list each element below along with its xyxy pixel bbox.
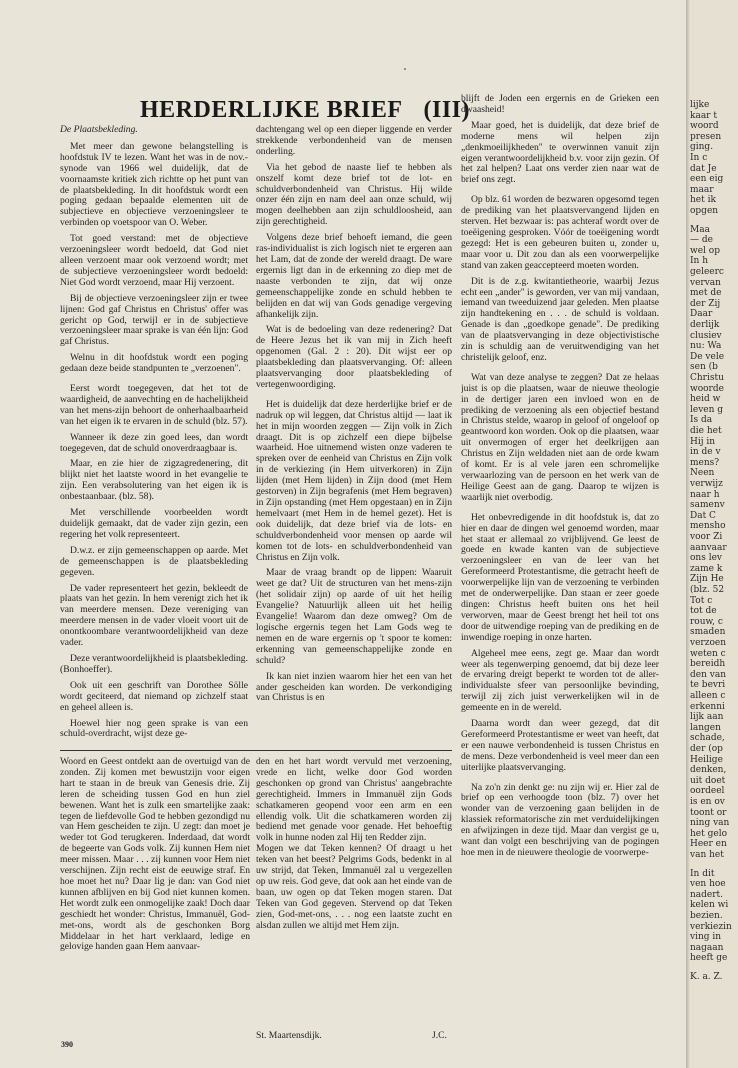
paragraph: Hoewel hier nog geen sprake is van een schuld-overdracht, wijst deze ge-	[60, 717, 248, 740]
facing-page-line: Dat C	[690, 510, 716, 521]
facing-page-line: kelen wi	[690, 900, 729, 911]
facing-page-line: — de	[690, 235, 713, 246]
facing-page-line: nadert.	[690, 889, 724, 900]
facing-page-line: (blz. 52	[690, 585, 725, 595]
facing-page-line: woord	[690, 121, 719, 132]
facing-page-line: Tot c	[690, 595, 713, 606]
paragraph: Tot goed verstand: met de objectieve verzoeningsleer wordt bedoeld, dat God niet alleen verzoent maar ook verzoend wordt; met de subjectieve verzoeningsleer wordt bedoeld: Niet God wordt verzoend, maar Hij verzoent.	[60, 233, 248, 288]
paragraph: Daarna wordt dan weer gezegd, dat dit Gereformeerd Protestantisme er weet van heeft, dat er een nauwe verbondenheid is tussen Christus en de mens. Deze verbondenheid is veel meer dan een uiterlijke plaatsvervanging.	[461, 718, 659, 773]
paragraph: Maar de vraag brandt op de lippen: Waaruit weet ge dat? Uit de structuren van het mens-zijn (het solidair zijn) op aarde of uit het heilig Evangelie? Natuurlijk alleen uit het heilig Evangelie! Waarom dan deze omweg? Om de logische ergernis tegen het Lam Gods weg te nemen en de ware ergernis op 't spoor te komen: erkenning van gemeenschappelijke zonde en schuld?	[256, 567, 452, 666]
facing-page-line: K. a. Z.	[690, 972, 723, 982]
facing-page-line: heid w	[690, 394, 721, 405]
facing-page-line: uit doet	[690, 775, 726, 786]
section-divider	[60, 750, 452, 751]
facing-page-line: opgen	[690, 206, 719, 216]
facing-page-line: bezien.	[690, 911, 723, 921]
page-number: 390	[61, 1040, 73, 1049]
paragraph: dachtengang wel op een dieper liggende en verder strekkende verbondenheid van de mensen onderling.	[256, 125, 452, 157]
facing-page-line: ons lev	[690, 553, 722, 564]
meditation-column-2	[256, 757, 452, 1027]
facing-page-line: is en ov	[690, 797, 725, 807]
facing-page-line: mens?	[690, 457, 720, 468]
facing-page-line: In dit	[690, 868, 715, 879]
paragraph: Wat is de bedoeling van deze redenering? Dat de Heere Jezus het ik van mij in Zich heeft opgenomen (Gal. 2 : 20). Dit wijst eer op plaatsbekleding dan plaatsvervanging. Of: alleen plaatsvervanging door plaatsbekleding of vertegenwoordiging.	[256, 324, 452, 390]
facing-page-line: ning van	[690, 818, 730, 829]
paragraph: Wanneer ik deze zin goed lees, dan wordt toegegeven, dat de schuld onoverdraagbaar is.	[60, 431, 248, 454]
facing-page-line: nu: Wa	[690, 341, 722, 352]
facing-page-line: verzoen	[690, 638, 726, 648]
column-2	[256, 125, 452, 750]
facing-page-line: Is da	[690, 415, 713, 426]
facing-page-line: clusiev	[690, 330, 722, 341]
facing-page-edge	[686, 0, 738, 1068]
facing-page-line: verwijz	[690, 479, 723, 489]
facing-page-line: mensho	[690, 521, 726, 532]
facing-page-line: verkiezin	[690, 921, 732, 932]
paragraph: blijft de Joden een ergernis en de Grieken een dwaasheid!	[461, 94, 659, 115]
facing-page-line: der (op	[690, 744, 723, 754]
facing-page-line: dat Je	[690, 163, 717, 174]
paragraph: Wat van deze analyse te zeggen? Dat ze helaas juist is op die plaatsen, waar de nieuwe theologie in de dertiger jaren een invloed won en de prediking de verzoening als een objectief bestand in Christus stelde, waarop in geloof of ongeloof op geantwoord kon worden. Ook op die plaatsen, waar uit onvermogen of erger het deelkrijgen aan Christus en Zijn weldaden niet aan de orde kwam of komt. Er is al vele jaren een schromelijke verwaarlozing van de persoon en het werk van de Heilige Geest aan de gang. Daarop te wijzen is waarlijk niet overbodig.	[461, 371, 659, 503]
facing-page-line: toont or	[690, 807, 727, 818]
facing-page-line: maar	[690, 184, 714, 195]
facing-page-line: wel op	[690, 245, 720, 256]
facing-page-line: het gelo	[690, 828, 727, 839]
paragraph: Welnu in dit hoofdstuk wordt een poging gedaan deze beide standpunten te „verzoenen".	[60, 352, 248, 375]
facing-page-line: lijk aan	[690, 712, 724, 723]
facing-page-line: leven g	[690, 404, 724, 415]
paragraph: Het onbevredigende in dit hoofdstuk is, dat zo hier en daar de dingen wel genoemd worden, maar het staat er allemaal zo vrijblijvend. Ge leest de goede en kwade kanten van de subjectieve verzoeningsleer en van de leer van het Gereformeerd Protestantisme, die getracht heeft de voorwerpelijke lijn van de verzoening te verbinden met de onderwerpelijke. Dan staan er zeer goede dingen: Christus heeft buiten ons het heil verworven, maar de Geest brengt het heil tot ons door de uitwendige roeping van de prediking en de inwendige roeping in onze harten.	[461, 511, 659, 643]
facing-page-line: Daar	[690, 309, 713, 320]
facing-page-line: Zijn He	[690, 574, 724, 585]
facing-page-line: sen (b	[690, 362, 718, 373]
facing-page-line: met de	[690, 288, 722, 299]
facing-page-line: Neen	[690, 468, 715, 479]
meditation-column-1	[60, 757, 250, 1027]
facing-page-line: het ik	[690, 195, 716, 206]
paragraph: Woord en Geest ontdekt aan de overtuigd van de zonden. Zij komen met bewustzijn voor eigen hart te staan in de breuk van Genesis drie. Zij leren de scheiding tussen God en hun ziel bewenen. Want het is zulk een smartelijke zaak: tegen de liefdevolle God te hebben gezondigd nu van Hem gescheiden te zijn. U zegt: dan moet je weder tot God terugkeren. Inderdaad, dat wordt de begeerte van Gods volk. Zij kunnen Hem niet meer missen. Maar . . . zij kunnen voor Hem niet verschijnen. Zijn recht eist de eeuwige straf. En hoe moet het nu? Daar lig je dan: van God niet kunnen afblijven en bij God niet kunnen komen. Het wordt zulk een onmogelijke zaak! Doch daar geschiedt het wonder: Christus, Immanuël, God-met-ons, wordt als de geschonken Borg Middelaar in het hart verklaard, ledige en gelovige handen gaan Hem aanvaar-	[60, 757, 250, 953]
facing-page-line: langen	[690, 722, 721, 733]
facing-page-line: denken,	[690, 765, 727, 776]
facing-page-line: samenv	[690, 500, 725, 511]
signature-initials: J.C.	[432, 1030, 447, 1041]
facing-page-line: De vele	[690, 351, 725, 362]
facing-page-line: die het	[690, 426, 722, 436]
facing-page-line: ving in	[690, 932, 722, 943]
facing-page-line: weten c	[690, 648, 726, 659]
facing-page-line: aanvaar	[690, 542, 727, 553]
facing-page-line: alleen c	[690, 691, 726, 701]
paragraph: Dit is de z.g. kwitantietheorie, waarbij Jezus echt een „ander" is geworden, ver van mij vandaan, iemand van tweeduizend jaar geleden. Men plaatse zijn handtekening en . . . de schuld is voldaan. Genade is dan „goedkope genade". De prediking van de plaatsvervanging in deze objectivistische zin is schuldig aan de veruitwendiging van het christelijk geloof, enz.	[461, 275, 659, 363]
facing-page-line: ven hoe	[690, 879, 726, 890]
paragraph: Met meer dan gewone belangstelling is hoofdstuk IV te lezen. Want het was in de nov.-synode van 1966 wel duidelijk, dat de voornaamste kritiek zich richtte op het punt van de plaatsbekleding. In dit hoofdstuk wordt een poging gedaan bepaalde elementen uit de subjectieve en objectieve verzoeningsleer te verbinden op voetspoor van O. Weber.	[60, 140, 248, 229]
facing-page-line: vervan	[690, 277, 721, 288]
facing-page-line: een eig	[690, 174, 724, 185]
column-1	[60, 125, 248, 750]
paragraph: Ik kan niet inzien waarom hier het een van het ander gescheiden kan worden. De verkondiging van Christus is en	[256, 670, 452, 704]
column-3	[461, 94, 659, 1054]
paragraph: De vader representeert het gezin, bekleedt de plaats van het gezin. In hem verenigt zich het ik van meerdere mensen. Deze vereniging van meerdere mensen in de vader vloeit voort uit de onontkoombare verantwoordelijkheid van deze vader.	[60, 582, 248, 649]
facing-page-line: bereidh	[690, 659, 726, 670]
article-chapter-number: (III)	[423, 97, 470, 123]
facing-page-line: Hij in	[690, 436, 716, 447]
facing-page-line: nagaan	[690, 942, 724, 953]
facing-page-line: presen	[690, 131, 722, 142]
paragraph: Het is duidelijk dat deze herderlijke brief er de nadruk op wil leggen, dat Christus altijd — laat ik het in mijn woorden zeggen — Zijn volk in Zich draagt. Dit is op zichzelf een diepe bijbelse waarheid. Hoe uitnemend wisten onze vaderen te spreken over de eenheid van Christus en Zijn volk in de verkiezing (in Hem uitverkoren) in Zijn lijden (met Hem lijden) in Zijn dood (met Hem gestorven) in Zijn begrafenis (met Hem begraven) in Zijn opstanding (met Hem opgestaan) en in Zijn hemelvaart (met Hem in de hemel gezet). Het is ook duidelijk, dat deze brief via de lots- en schuldverbondenheid voor mensen op aarde wil komen tot de lots- en schuldverbondenheid van Christus en Zijn volk.	[256, 398, 452, 563]
signature-place: St. Maartensdijk.	[256, 1030, 322, 1041]
facing-page-line: In c	[690, 153, 708, 163]
article-title-main: HERDERLIJKE BRIEF	[140, 97, 403, 123]
paragraph: Bij de objectieve verzoeningsleer zijn er twee lijnen: God gaf Christus en Christus' offer was gericht op God, terwijl er in de subjectieve verzoeningsleer maar sprake is van één lijn: God gaf Christus.	[60, 292, 248, 348]
paragraph: Via het gebod de naaste lief te hebben als onszelf komt deze brief tot de lot- en schuldverbondenheid van Christus. Hij wilde onzer één zijn en nam deel aan onze schuld, wij mogen deelhebben aan zijn schuldloosheid, aan zijn gerechtigheid.	[256, 161, 452, 228]
facing-page-line: te bevri	[690, 680, 726, 691]
facing-page-line: geleerc	[690, 267, 724, 277]
facing-page-line: heeft ge	[690, 953, 728, 964]
paragraph: D.w.z. er zijn gemeenschappen op aarde. Met de gemeenschappen is de plaatsbekleding gegeven.	[60, 544, 248, 578]
facing-page-line: voor Zi	[690, 532, 723, 542]
paragraph: Maar, en zie hier de zigzagredenering, dit blijkt niet het laatste woord in het evangelie te zijn. Een verabsolutering van het eigen ik is onbestaanbaar. (blz. 58).	[60, 458, 248, 503]
paragraph: Volgens deze brief behoeft iemand, die geen ras-individualist is zich logisch niet te ergeren aan het Lam, dat de zonde der wereld draagt. De ware ergernis ligt dan in de erkenning zo diep met de naaste verbonden te zijn, dat wij onze gemeenschappelijke zonde en schuld hebben te belijden en dat wij van Gods genadige vergeving afhankelijk zijn.	[256, 232, 452, 320]
paragraph: Met verschillende voorbeelden wordt duidelijk gemaakt, dat de vader zijn gezin, een regering het volk representeert.	[60, 507, 248, 540]
facing-page-line: in de v	[690, 447, 721, 458]
facing-page-line: rouw, c	[690, 616, 723, 627]
paragraph: Algeheel mee eens, zegt ge. Maar dan wordt weer als tegenwerping genoemd, dat bij deze leer de ervaring dreigt beperkt te worden tot de aller-individualste sfeer van persoonlijke bevinding, terwijl zij zich juist verwerkelijken wil in de gemeente en in de wereld.	[461, 647, 659, 714]
facing-page-line: Christu	[690, 373, 724, 383]
facing-page-line: der Zij	[690, 298, 721, 309]
facing-page-line: oordeel	[690, 786, 725, 797]
facing-page-line: naar h	[690, 489, 720, 500]
facing-page-line: den van	[690, 669, 726, 680]
paragraph: Op blz. 61 worden de bezwaren opgesomd tegen de prediking van het plaatsvervangend lijden en sterven. Het bezwaar is: pas achteraf wordt over de toeëigening gesproken. Vóór de toeëigening wordt gezegd: Het is een gebeuren buiten u, zonder u, maar voor u. Dit zou dan als een voorwerpelijke stand van zaken geaccepteerd moeten worden.	[461, 194, 659, 271]
page-gutter	[686, 0, 690, 1068]
print-speck	[404, 68, 406, 70]
facing-page-line: In h	[690, 256, 709, 267]
paragraph: Na zo'n zin denkt ge: nu zijn wij er. Hier zal de brief op een verhoogde toon (blz. 7) over het wonder van de verzoening gaan belijden in de klassiek reformatorische zin met verduidelijkingen en afwijzingen in deze tijd. Maar dan vergist ge u, want dan volgt een beschrijving van de pogingen hoe men in de nieuwere theologie de voorwerpe-	[461, 781, 659, 858]
facing-page-line: schade,	[690, 733, 725, 744]
facing-page-line: zame k	[690, 563, 723, 574]
facing-page-line: ging.	[690, 142, 714, 153]
facing-page-line: Heer en	[690, 839, 727, 850]
facing-page-line: smaden	[690, 627, 726, 638]
paragraph: Deze verantwoordelijkheid is plaatsbekleding. (Bonhoeffer).	[60, 652, 248, 675]
facing-page-line: kaar t	[690, 110, 717, 121]
facing-page-line: lijke	[690, 100, 710, 110]
paragraph: Eerst wordt toegegeven, dat het tot de waardigheid, de aanvechting en de hachelijkheid van het mens-zijn behoort de onherhaalbaarheid van het eigen ik te ervaren in de schuld (blz. 57).	[60, 383, 248, 427]
facing-page-line: Maa	[690, 224, 710, 235]
section-subtitle: De Plaatsbekleding.	[60, 125, 138, 135]
paragraph: den en het hart wordt vervuld met verzoening, vrede en licht, welke door God worden geschonken op grond van Christus' aangebrachte gerechtigheid. Immers in Immanuël zijn Gods schatkameren geopend voor een arm en een ellendig volk. Uit die schatkameren worden zij bediend met genade voor genade. Het behoeftig volk in hunne noden zal Hij ten Redder zijn. Mogen we dat Teken kennen? Of draagt u het teken van het beest? Pelgrims Gods, bedenkt in al uw strijd, dat Teken, Immanuël zal u vergezellen op uw reis. God geve, dat ook aan het einde van de baan, uw ogen op dat Teken mogen staren. Dat Teken van God gegeven. Stervend op dat Teken zien, God-met-ons, . . . nog een laatste zucht en alsdan zullen we altijd met Hem zijn.	[256, 757, 452, 931]
facing-page-line: erkenni	[690, 701, 725, 712]
facing-page-line: Heilige	[690, 754, 723, 765]
article-title	[140, 97, 470, 124]
facing-page-line: woorde	[690, 383, 724, 394]
paragraph: Maar goed, het is duidelijk, dat deze brief de moderne mens wil helpen zijn „denkmoeilijkheden" te overwinnen vanuit zijn eigen verantwoordelijkheid b.v. voor zijn gezin. Of het zal helpen? Laat ons verder zien naar wat de brief ons zegt.	[461, 119, 659, 186]
facing-page-line: van het	[690, 850, 724, 860]
facing-page-line: tot de	[690, 606, 717, 617]
facing-page-line: derlijk	[690, 320, 720, 330]
paragraph: Ook uit een geschrift van Dorothee Sölle wordt geciteerd, dat niemand op zichzelf staat en geheel alleen is.	[60, 679, 248, 713]
